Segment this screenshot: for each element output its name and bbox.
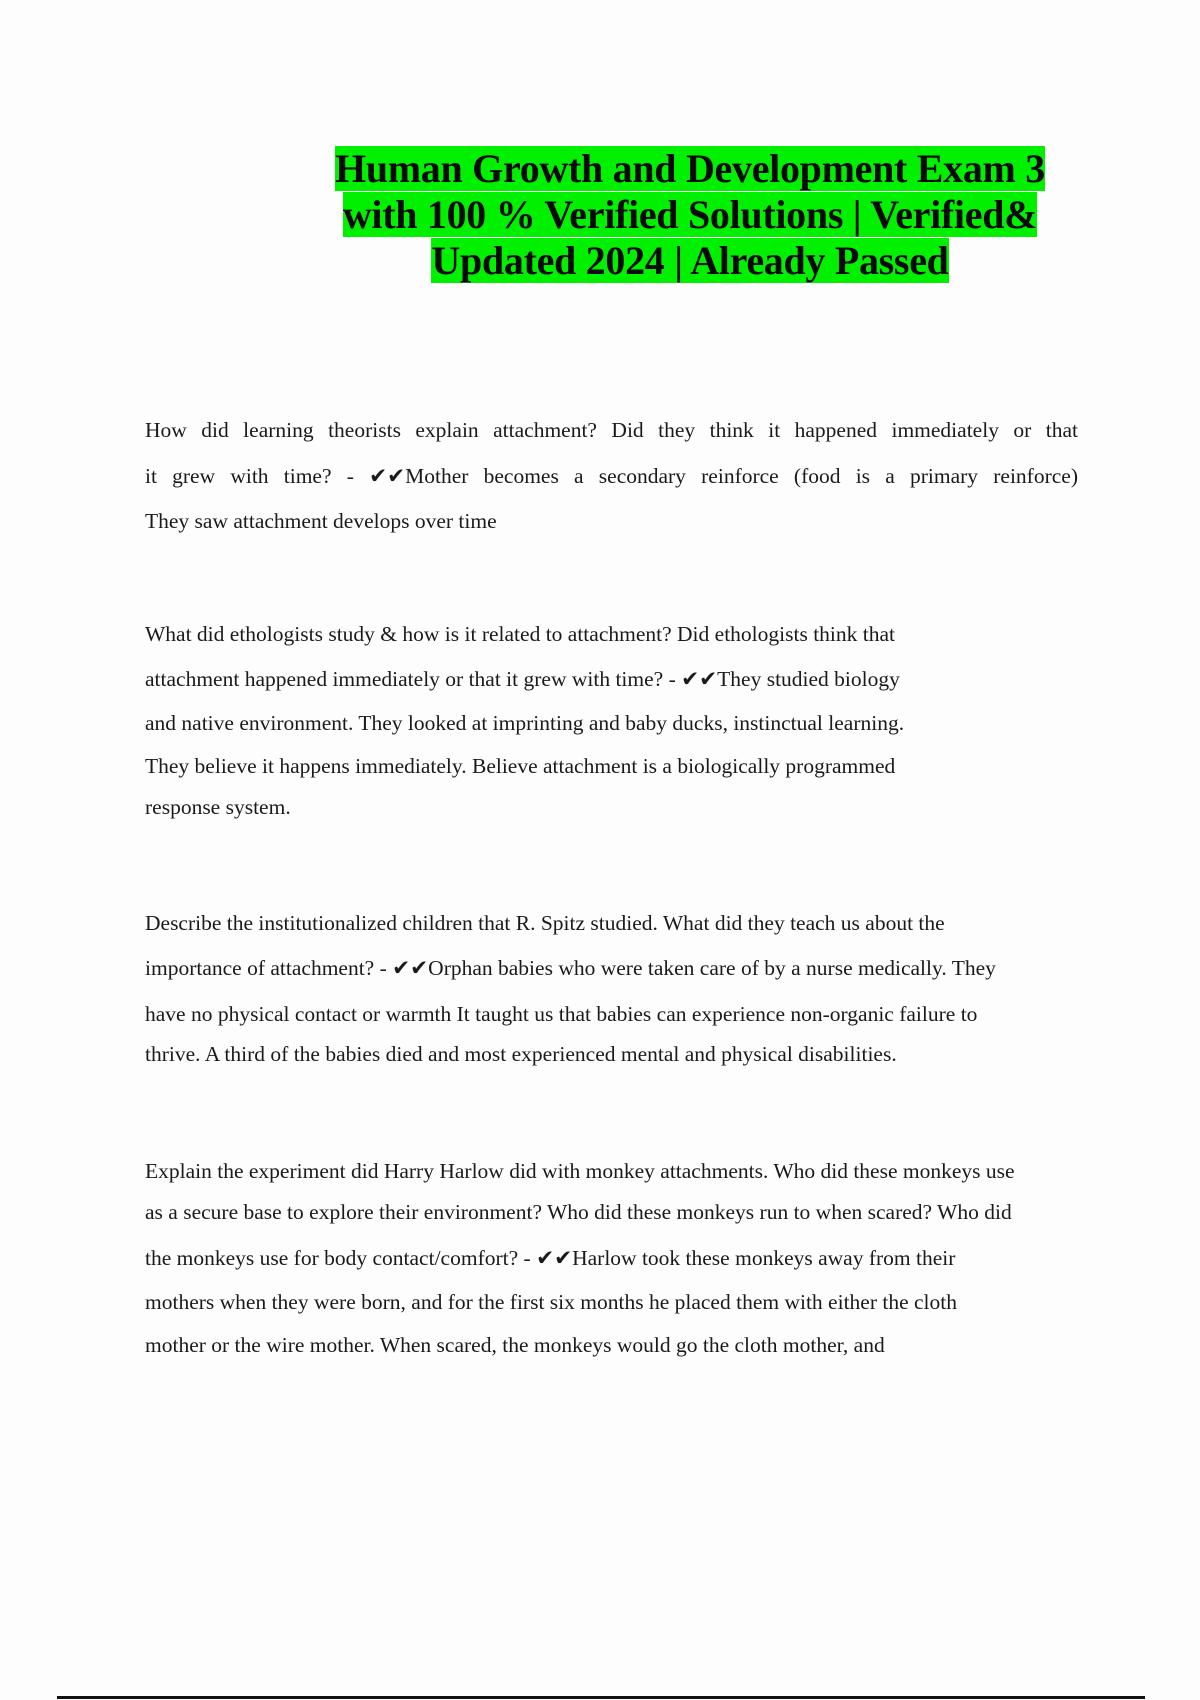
text-line: response system. (145, 795, 291, 819)
title-line: with 100 % Verified Solutions | Verified& (342, 192, 1038, 237)
text-line: have no physical contact or warmth It taught us that babies can experience non-organic failure to (145, 1002, 978, 1026)
text-line: What did ethologists study & how is it related to attachment? Did ethologists think that (145, 622, 896, 646)
title-line: Updated 2024 | Already Passed (431, 238, 949, 283)
text-line: importance of attachment? - ✔✔Orphan babies who were taken care of by a nurse medically. They (145, 956, 996, 980)
text-line: thrive. A third of the babies died and most experienced mental and physical disabilities. (145, 1042, 897, 1066)
page-bottom-rule (57, 1696, 1145, 1699)
text-line: as a secure base to explore their environment? Who did these monkeys run to when scared? Who did (145, 1200, 1012, 1224)
text-line: mother or the wire mother. When scared, the monkeys would go the cloth mother, and (145, 1333, 885, 1357)
title-line: Human Growth and Development Exam 3 (335, 146, 1045, 191)
document-title (320, 146, 1060, 284)
text-line: How did learning theorists explain attachment? Did they think it happened immediately or that (145, 418, 1078, 442)
text-line: Explain the experiment did Harry Harlow did with monkey attachments. Who did these monkeys use (145, 1159, 1015, 1183)
text-line: mothers when they were born, and for the first six months he placed them with either the cloth (145, 1290, 958, 1314)
text-line: and native environment. They looked at imprinting and baby ducks, instinctual learning. (145, 711, 905, 735)
text-line: Describe the institutionalized children that R. Spitz studied. What did they teach us about the (145, 911, 945, 935)
text-line: attachment happened immediately or that it grew with time? - ✔✔They studied biology (145, 667, 900, 691)
text-line: They believe it happens immediately. Believe attachment is a biologically programmed (145, 754, 896, 778)
text-line: it grew with time? - ✔✔Mother becomes a secondary reinforce (food is a primary reinforce) (145, 464, 1078, 488)
text-line: They saw attachment develops over time (145, 509, 497, 533)
text-line: the monkeys use for body contact/comfort? - ✔✔Harlow took these monkeys away from their (145, 1246, 956, 1270)
